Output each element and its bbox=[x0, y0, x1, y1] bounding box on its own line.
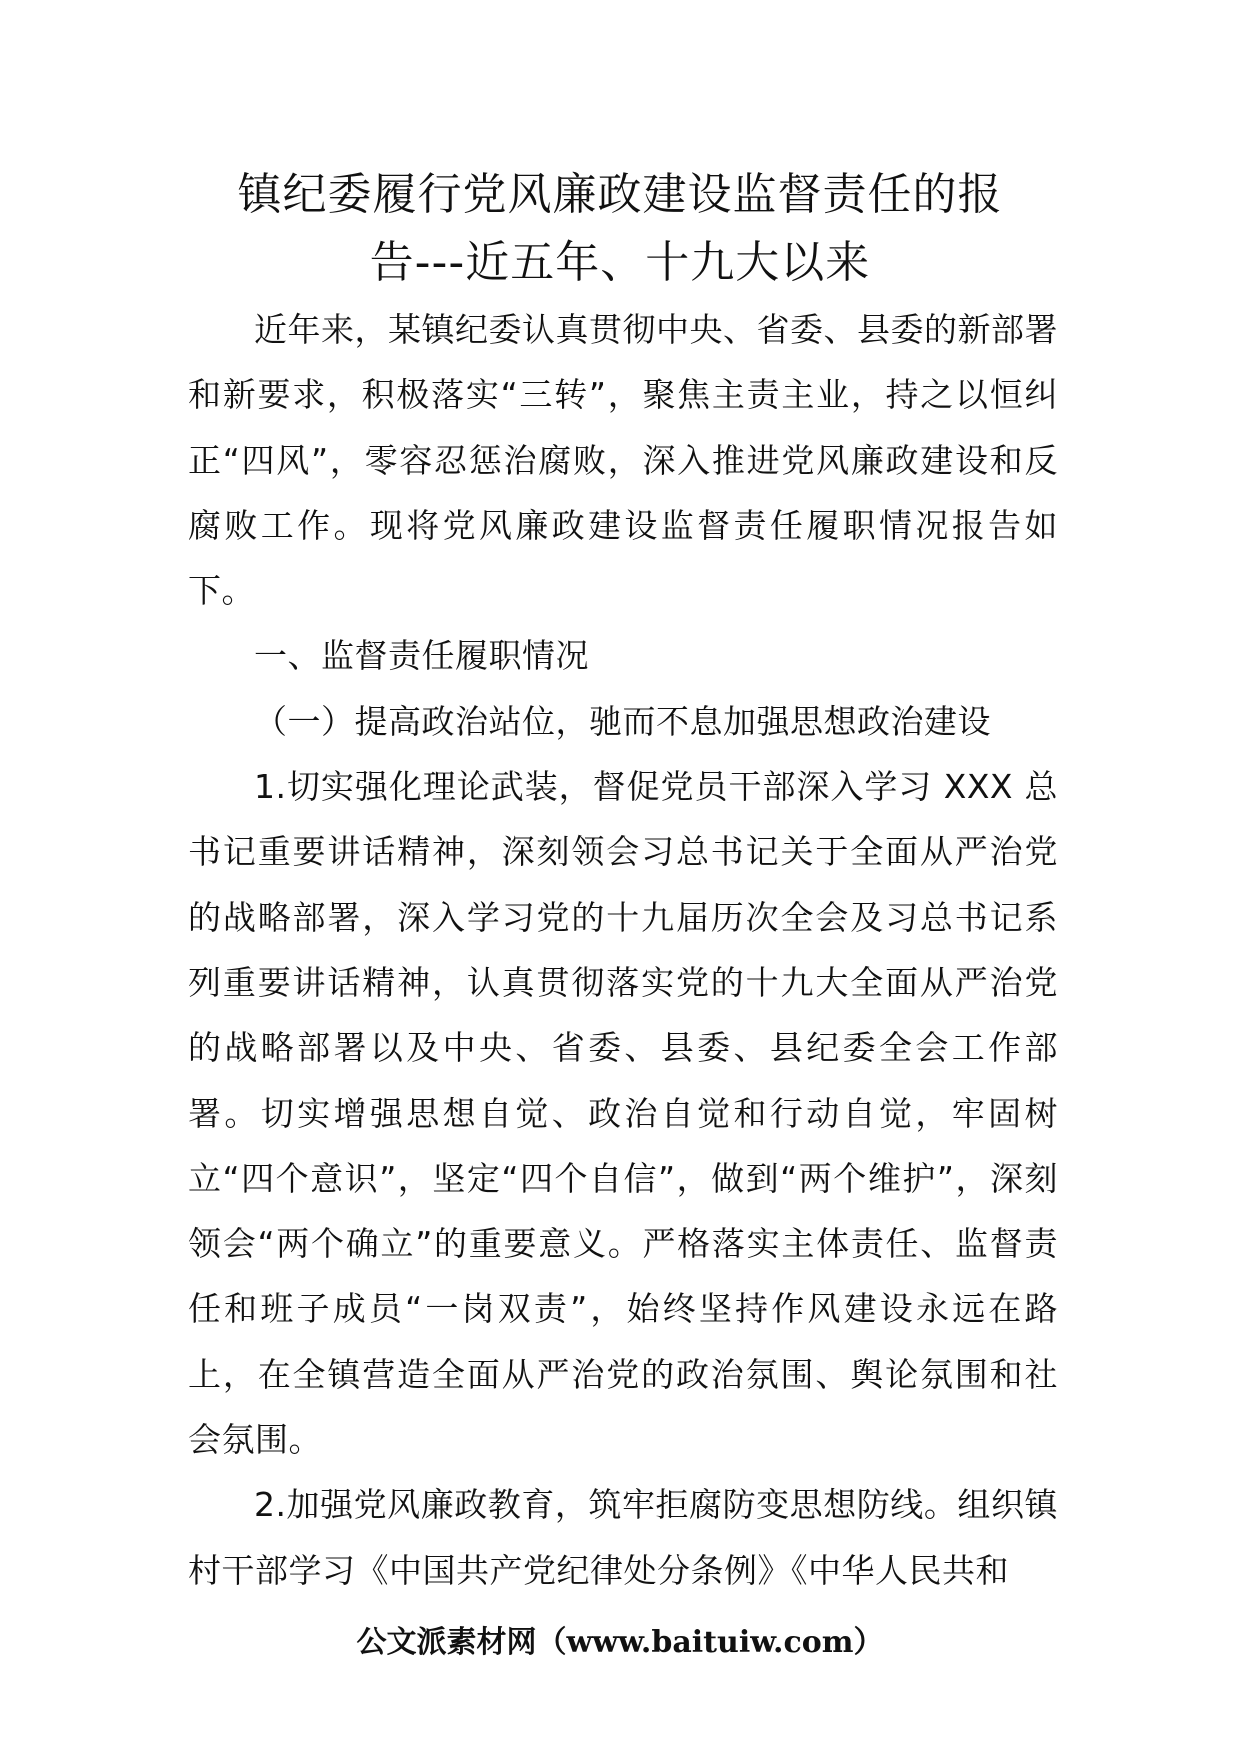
body-paragraph: 2.加强党风廉政教育，筑牢拒腐防变思想防线。组织镇村干部学习《中国共产党纪律处分条例》《中华人民共和 bbox=[188, 1485, 1058, 1590]
section-heading: 一、监督责任履职情况 bbox=[254, 636, 589, 676]
document-body bbox=[188, 297, 1058, 1603]
intro-paragraph: 近年来，某镇纪委认真贯彻中央、省委、县委的新部署和新要求，积极落实“三转”，聚焦主责主业，持之以恒纠正“四风”，零容忍惩治腐败，深入推进党风廉政建设和反腐败工作。现将党风廉政建设监督责任履职情况报告如下。 bbox=[188, 310, 1058, 611]
footer-watermark-text: 公文派素材网（www.baituiw.com） bbox=[356, 1625, 884, 1660]
document-title-line-2: 告---近五年、十九大以来 bbox=[369, 237, 871, 288]
subsection-heading: （一）提高政治站位，驰而不息加强思想政治建设 bbox=[254, 701, 991, 741]
body-paragraph: 1.切实强化理论武装，督促党员干部深入学习 XXX 总书记重要讲话精神，深刻领会习总书记关于全面从严治党的战略部署，深入学习党的十九届历次全会及习总书记系列重要讲话精神，认真贯彻落实党的十九大全面从严治党的战略部署以及中央、省委、县委、县纪委全会工作部署。切实增强思想自觉、政治自觉和行动自觉，牢固树立“四个意识”，坚定“四个自信”，做到“两个维护”，深刻领会“两个确立”的重要意义。严格落实主体责任、监督责任和班子成员“一岗双责”，始终坚持作风建设永远在路上，在全镇营造全面从严治党的政治氛围、舆论氛围和社会氛围。 bbox=[188, 767, 1058, 1460]
document-title-line-1: 镇纪委履行党风廉政建设监督责任的报 bbox=[237, 169, 1003, 220]
